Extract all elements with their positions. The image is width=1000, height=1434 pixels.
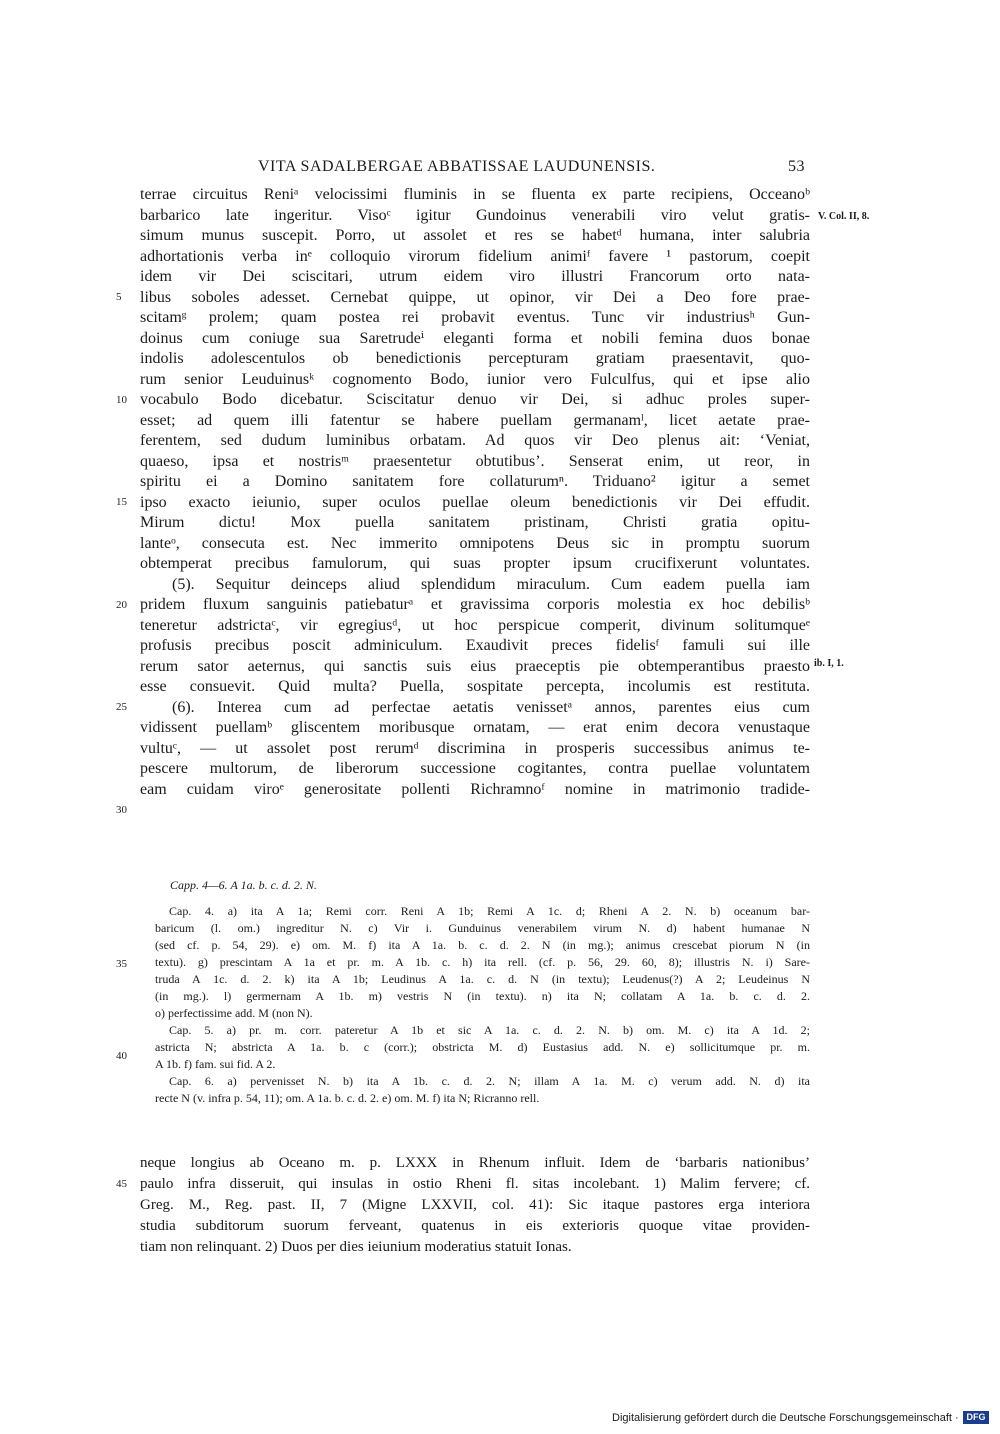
line-number: 45 xyxy=(116,1178,127,1190)
text-line: quaeso, ipsa et nostrisᵐ praesentetur obtutibus’. Senserat enim, ut reor, in xyxy=(140,452,810,470)
line-number: 10 xyxy=(116,394,127,406)
apparatus-line: baricum (l. om.) ingreditur N. c) Vir i. Gunduinus venerabilem virum N. d) habent humanae N xyxy=(155,921,810,935)
main-text xyxy=(140,185,810,800)
apparatus-line: o) perfectissime add. M (non N). xyxy=(155,1006,313,1020)
margin-note: V. Col. II, 8. xyxy=(818,211,870,222)
text-line: vidissent puellamᵇ gliscentem moribusque ornatam, — erat enim decora venustaque xyxy=(140,719,810,736)
text-line: lanteᵒ, consecuta est. Nec immerito omnipotens Deus sic in promptu suorum xyxy=(140,534,810,552)
text-line: rum senior Leuduinusᵏ cognomento Bodo, iunior vero Fulculfus, qui et ipse alio xyxy=(140,370,810,388)
text-line: (5). Sequitur deinceps aliud splendidum miraculum. Cum eadem puella iam xyxy=(172,575,810,593)
text-line: doinus cum coniuge sua Saretrudeⁱ eleganti forma et nobili femina duos bonae xyxy=(140,329,810,347)
apparatus-line: Cap. 6. a) pervenisset N. b) ita A 1b. c. d. 2. N; illam A 1a. M. c) verum add. N. d) ita xyxy=(169,1074,810,1088)
text-line: adhortationis verba inᵉ colloquio virorum fidelium animiᶠ favere ¹ pastorum, coepit xyxy=(140,247,810,265)
line-number: 15 xyxy=(116,496,127,508)
text-line: ferentem, sed dudum luminibus orbatam. Ad quos vir Deo plenus ait: ‘Veniat, xyxy=(140,432,810,449)
apparatus-line: (sed cf. p. 54, 29). e) om. M. f) ita A 1a. b. c. d. 2. N (in mg.); animus crescebat piorum N (in xyxy=(155,938,810,952)
text-line: vocabulo Bodo dicebatur. Sciscitatur denuo vir Dei, si adhuc proles super- xyxy=(140,391,810,408)
apparatus-line: Cap. 5. a) pr. m. corr. pateretur A 1b et sic A 1a. c. d. 2. N. b) om. M. c) ita A 1d. 2; xyxy=(169,1023,810,1037)
text-line: idem vir Dei sciscitari, utrum eidem viro illustri Francorum orto nata- xyxy=(140,268,810,285)
line-number: 25 xyxy=(116,701,127,713)
line-number: 40 xyxy=(116,1050,127,1062)
footnote-line: neque longius ab Oceano m. p. LXXX in Rhenum influit. Idem de ‘barbaris nationibus’ xyxy=(140,1155,810,1171)
text-line: (6). Interea cum ad perfectae aetatis venissetᵃ annos, parentes eius cum xyxy=(172,698,810,716)
text-line: scitamᵍ prolem; quam postea rei probavit eventus. Tunc vir industriusʰ Gun- xyxy=(140,309,810,326)
footnote-line: paulo infra disseruit, qui insulas in ostio Rheni fl. sitas incolebant. 1) Malim fervere; cf. xyxy=(140,1176,810,1192)
apparatus-line: astricta N; abstricta A 1a. b. c (corr.); obstricta M. d) Eustasius add. N. e) sollicitumque pr. m. xyxy=(155,1040,810,1054)
apparatus-line: (in mg.). l) germernam A 1b. m) vestris N (in textu). n) ita N; collatam A 1a. b. c. d. 2. xyxy=(155,989,810,1003)
line-number: 20 xyxy=(116,599,127,611)
footnote-line: Greg. M., Reg. past. II, 7 (Migne LXXVII, col. 41): Sic itaque pastores erga interiora xyxy=(140,1197,810,1213)
text-line: Mirum dictu! Mox puella sanitatem pristinam, Christi gratia opitu- xyxy=(140,514,810,531)
text-line: spiritu ei a Domino sanitatem fore collaturumⁿ. Triduano² igitur a semet xyxy=(140,473,810,490)
apparatus-line: textu). g) prescintam A 1a et pr. m. A 1b. c. h) ita rell. (cf. p. 56, 29. 60, 8); illustris N. i) Sare- xyxy=(155,955,810,969)
text-line: terrae circuitus Reniᵃ velocissimi fluminis in se fluenta ex parte recipiens, Occeanoᵇ xyxy=(140,186,810,203)
footnote-line: tiam non relinquant. 2) Duos per dies ieiunium moderatius statuit Ionas. xyxy=(140,1239,572,1255)
text-line: teneretur adstrictaᶜ, vir egregiusᵈ, ut hoc perspicue comperit, divinum solitumqueᵉ xyxy=(140,616,810,634)
margin-note: ib. I, 1. xyxy=(814,658,844,669)
running-header-title: VITA SADALBERGAE ABBATISSAE LAUDUNENSIS. xyxy=(258,158,656,175)
text-line: esset; ad quem illi fatentur se habere puellam germanamˡ, licet aetate prae- xyxy=(140,411,810,429)
line-number: 5 xyxy=(116,291,122,303)
text-line: indolis adolescentulos ob benedictionis percepturam gratiam praesentavit, quo- xyxy=(140,350,810,367)
text-line: libus soboles adesset. Cernebat quippe, ut opinor, vir Dei a Deo fore prae- xyxy=(140,288,810,306)
footnotes xyxy=(140,1153,810,1258)
apparatus-line: truda A 1c. d. 2. k) ita A 1b; Leudinus A 1a. c. d. N (in textu); Leudenus(?) A 2; Leudeinus N xyxy=(155,972,810,986)
page-number: 53 xyxy=(788,158,805,175)
text-line: pescere multorum, de liberorum successione cogitantes, contra puellae voluntatem xyxy=(140,760,810,777)
line-number: 35 xyxy=(116,958,127,970)
footnote-line: studia subditorum suorum ferveant, quatenus in eis exterioris quoque vitae providen- xyxy=(140,1218,810,1234)
text-line: vultuᶜ, — ut assolet post rerumᵈ discrimina in prosperis successibus animus te- xyxy=(140,739,810,757)
text-line: eam cuidam viroᵉ generositate pollenti Richramnoᶠ nomine in matrimonio tradide- xyxy=(140,780,810,798)
text-line: obtemperat precibus famulorum, qui suas propter ipsum crucifixerunt voluntates. xyxy=(140,555,810,572)
line-number: 30 xyxy=(116,804,127,816)
critical-apparatus xyxy=(155,903,810,1107)
text-line: esse consuevit. Quid multa? Puella, sospitate percepta, incolumis est restituta. xyxy=(140,678,810,695)
apparatus-line: Cap. 4. a) ita A 1a; Remi corr. Reni A 1b; Remi A 1c. d; Rheni A 2. N. b) oceanum bar- xyxy=(169,904,810,918)
apparatus-line: Capp. 4—6. A 1a. b. c. d. 2. N. xyxy=(170,878,317,892)
apparatus-heading xyxy=(170,877,810,894)
apparatus-line: recte N (v. infra p. 54, 11); om. A 1a. b. c. d. 2. e) om. M. f) ita N; Ricranno rell. xyxy=(155,1091,540,1105)
text-line: ipso exacto ieiunio, super oculos puellae oleum benedictionis vir Dei effudit. xyxy=(140,493,810,511)
text-line: profusis precibus poscit adminiculum. Exaudivit preces fidelisᶠ famuli sui ille xyxy=(140,637,810,654)
text-line: rerum sator aeternus, qui sanctis suis eius praeceptis pie obtemperantibus praesto xyxy=(140,657,810,675)
apparatus-line: A 1b. f) fam. sui fid. A 2. xyxy=(155,1057,276,1071)
digitization-credit: Digitalisierung gefördert durch die Deutsche Forschungsgemeinschaft · xyxy=(612,1412,959,1424)
text-line: barbarico late ingeritur. Visoᶜ igitur Gundoinus venerabili viro velut gratis- xyxy=(140,206,810,224)
dfg-logo: DFG xyxy=(963,1411,989,1424)
text-line: pridem fluxum sanguinis patiebaturᵃ et gravissima corporis molestia ex hoc debilisᵇ xyxy=(140,596,810,613)
text-line: simum munus suscepit. Porro, ut assolet et res se habetᵈ humana, inter salubria xyxy=(140,227,810,244)
